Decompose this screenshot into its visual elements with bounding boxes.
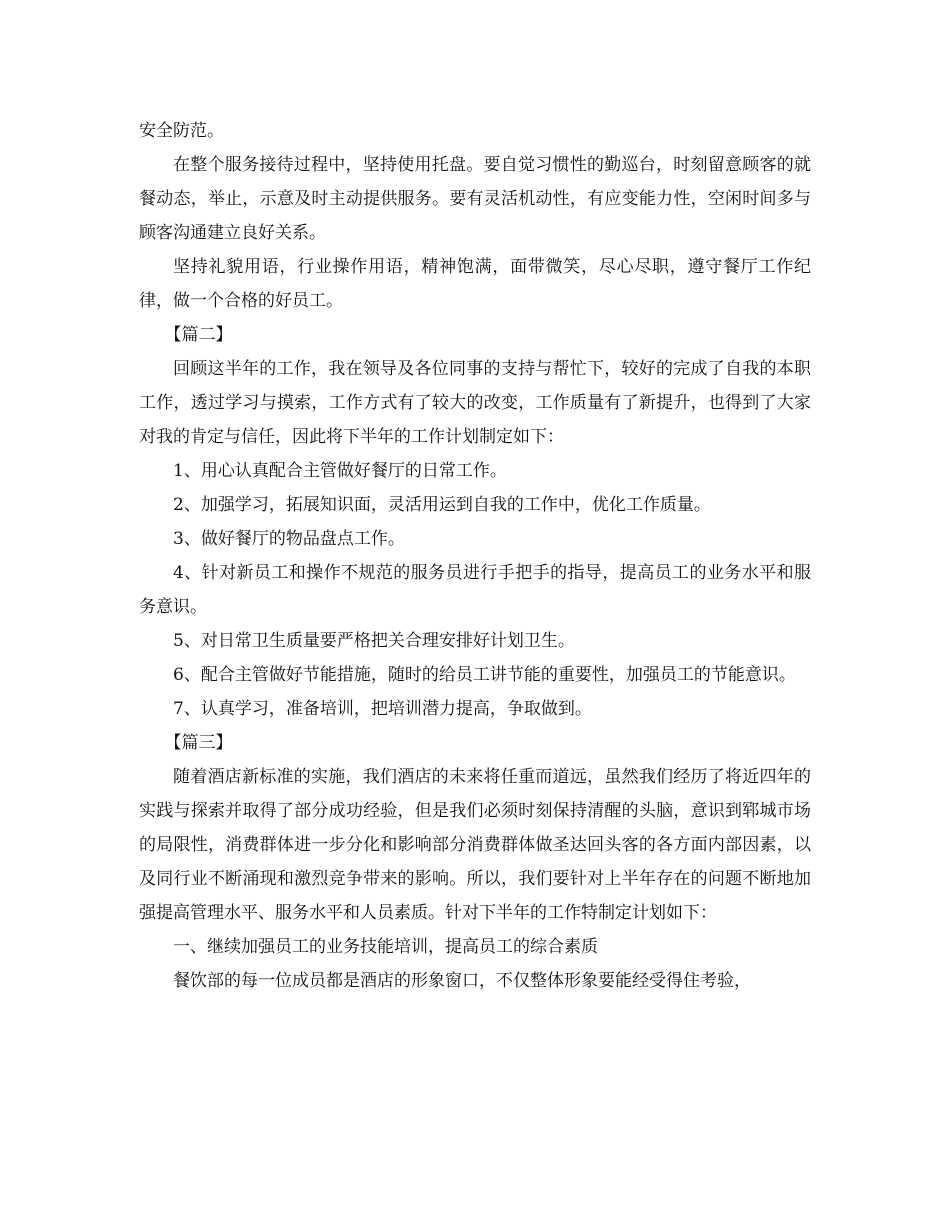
- list-item: 1、用心认真配合主管做好餐厅的日常工作。: [173, 461, 507, 481]
- list-item: 4、针对新员工和操作不规范的服务员进行手把手的指导，提高员工的业务水平和服务意识。: [139, 563, 811, 617]
- paragraph: 回顾这半年的工作，我在领导及各位同事的支持与帮忙下，较好的完成了自我的本职工作，透过学习与摸索，工作方式有了较大的改变，工作质量有了新提升，也得到了大家对我的肯定与信任，因此将下半年的工作计划制定如下：: [139, 359, 811, 447]
- section-heading: 【篇三】: [164, 733, 233, 753]
- paragraph: 坚持礼貌用语，行业操作用语，精神饱满，面带微笑，尽心尽职，遵守餐厅工作纪律，做一个合格的好员工。: [139, 257, 811, 311]
- paragraph: 随着酒店新标准的实施，我们酒店的未来将任重而道远，虽然我们经历了将近四年的实践与探索并取得了部分成功经验，但是我们必须时刻保持清醒的头脑，意识到郓城市场的局限性，消费群体进一步分化和影响部分消费群体做圣达回头客的各方面内部因素，以及同行业不断涌现和激烈竞争带来的影响。所以，我们要针对上半年存在的问题不断地加强提高管理水平、服务水平和人员素质。针对下半年的工作特制定计划如下：: [139, 767, 811, 923]
- list-item: 2、加强学习，拓展知识面，灵活用运到自我的工作中，优化工作质量。: [173, 495, 711, 515]
- list-item: 3、做好餐厅的物品盘点工作。: [173, 529, 405, 549]
- paragraph-continuation: 安全防范。: [139, 121, 224, 141]
- subsection-heading: 一、继续加强员工的业务技能培训，提高员工的综合素质: [173, 937, 598, 957]
- paragraph: 在整个服务接待过程中，坚持使用托盘。要自觉习惯性的勤巡台，时刻留意顾客的就餐动态，举止，示意及时主动提供服务。要有灵活机动性，有应变能力性，空闲时间多与顾客沟通建立良好关系。: [139, 155, 811, 243]
- document-body: [139, 114, 811, 998]
- paragraph: 餐饮部的每一位成员都是酒店的形象窗口，不仅整体形象要能经受得住考验，: [173, 971, 751, 991]
- list-item: 5、对日常卫生质量要严格把关合理安排好计划卫生。: [173, 631, 575, 651]
- section-heading: 【篇二】: [164, 325, 233, 345]
- list-item: 6、配合主管做好节能措施，随时的给员工讲节能的重要性，加强员工的节能意识。: [173, 665, 796, 685]
- list-item: 7、认真学习，准备培训，把培训潜力提高，争取做到。: [173, 699, 592, 719]
